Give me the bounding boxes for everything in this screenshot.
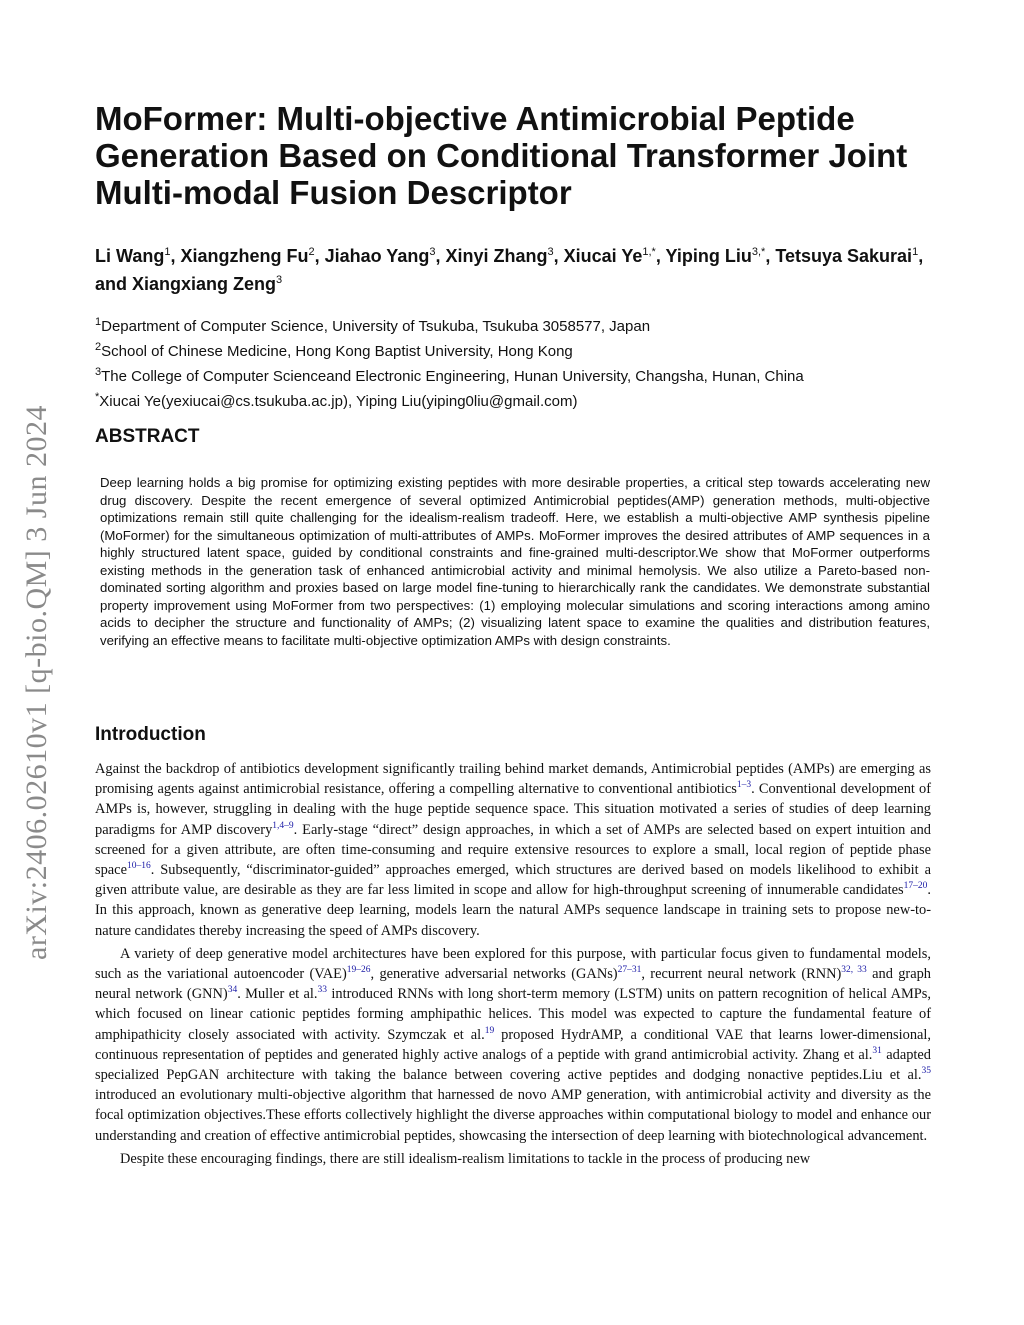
author-separator: ,	[655, 246, 666, 266]
introduction-paragraph	[95, 1149, 931, 1169]
paragraph-text: adapted specialized PepGAN architecture with taking the balance between covering active peptides and dodging nonactive peptides.Liu et al.	[95, 1046, 931, 1084]
paragraph-text: . Early-stage “direct” design approaches, in which a set of AMPs are selected based on expert intuition and screened for a given attribute, are often time-consuming and require extensive resources to explore a small, local region of peptide phase space	[95, 821, 932, 879]
author-separator: ,	[435, 246, 446, 266]
affiliation-mark: 1	[95, 316, 102, 328]
author-separator: ,	[314, 246, 325, 266]
author-name: Jiahao Yang	[324, 246, 430, 266]
paragraph-text: Despite these encouraging findings, there are still idealism-realism limitations to tackle in the process of producing new	[120, 1150, 811, 1167]
citation-link[interactable]: 27–31	[617, 965, 642, 976]
author-affiliation-mark: 3,*	[751, 246, 766, 258]
author-name: Xinyi Zhang	[445, 246, 548, 266]
citation-link[interactable]: 10–16	[126, 861, 151, 872]
author-name: Li Wang	[95, 246, 165, 266]
paragraph-text: proposed HydrAMP, a conditional VAE that learns lower-dimensional, continuous representation of peptides and generated highly active analogs of a peptide with grand antimicrobial activity. Zhang et al.	[95, 1026, 931, 1063]
author-separator: ,	[553, 246, 564, 266]
abstract-text: Deep learning holds a big promise for optimizing existing peptides with more desirable properties, a critical step towards accelerating new drug discovery. Despite the recent emergence of several optimized Antimicrobial peptides(AMP) generation methods, multi-objective optimizations remain still quite challenging for the idealism-realism tradeoff. Here, we establish a multi-objective AMP synthesis pipeline (MoFormer) for the simultaneous optimization of multi-attributes of AMPs. MoFormer improves the desired attributes of AMP sequences in a highly structured latent space, guided by conditional constraints and fine-grained multi-descriptor.We show that MoFormer outperforms existing methods in the generation task of enhanced antimicrobial activity and minimal hemolysis. We also utilize a Pareto-based non-dominated sorting algorithm and proxies based on large model fine-tuning to hierarchically rank the candidates. We demonstrate substantial property improvement using MoFormer from two perspectives: (1) employing molecular simulations and scoring interactions among amino acids to decipher the structure and functionality of AMPs; (2) visualizing latent space to examine the qualities and distribution features, verifying an effective means to facilitate multi-objective optimization AMPs with design constraints.	[100, 475, 930, 648]
author-affiliation-mark: 2	[308, 246, 315, 258]
citation-link[interactable]: 35	[921, 1066, 931, 1077]
citation-link[interactable]: 33	[317, 985, 328, 996]
affiliation-mark: 2	[95, 341, 102, 353]
introduction-heading: Introduction	[95, 724, 206, 745]
paragraph-text: and graph neural network (GNN)	[95, 966, 931, 1003]
citation-link[interactable]: 17–20	[903, 881, 928, 892]
author-name: Yiping Liu	[665, 246, 752, 266]
citation-link[interactable]: 32, 33	[841, 965, 867, 976]
author-name: Xiucai Ye	[563, 246, 643, 266]
citation-link[interactable]: 19–26	[346, 965, 371, 976]
author-separator: ,	[765, 246, 776, 266]
paragraph-text: Against the backdrop of antibiotics development significantly trailing behind market demands, Antimicrobial peptides (AMPs) are emerging as promising agents against antimicrobial resistance, offering a compelling alternative to conventional antibiotics	[95, 761, 931, 798]
affiliation-line	[95, 387, 945, 412]
affiliation-text: School of Chinese Medicine, Hong Kong Baptist University, Hong Kong	[101, 343, 573, 360]
affiliation-line	[95, 312, 945, 337]
author-name: Xiangxiang Zeng	[132, 274, 277, 294]
paragraph-text: introduced RNNs with long short-term memory (LSTM) units on pattern recognition of helical AMPs, which focused on linear cationic peptides forming amphipathic helices. This model was expected to capture the fundamental feature of amphipathicity closely associated with activity. Szymczak et al.	[95, 986, 931, 1043]
author-separator: , and	[95, 246, 924, 294]
affiliation-line	[95, 337, 945, 362]
citation-link[interactable]: 34	[227, 985, 238, 996]
author-separator: ,	[170, 246, 181, 266]
affiliation-mark: 3	[95, 366, 102, 378]
author-name: Xiangzheng Fu	[180, 246, 309, 266]
affiliation-list	[95, 312, 945, 412]
abstract-heading: ABSTRACT	[95, 426, 200, 447]
affiliation-text: Xiucai Ye(yexiucai@cs.tsukuba.ac.jp), Yiping Liu(yiping0liu@gmail.com)	[99, 393, 578, 410]
author-affiliation-mark: 1	[164, 246, 171, 258]
author-affiliation-mark: 1,*	[642, 246, 656, 258]
affiliation-text: Department of Computer Science, University of Tsukuba, Tsukuba 3058577, Japan	[101, 318, 651, 335]
paragraph-text: . Muller et al.	[237, 986, 318, 1003]
paragraph-text: . Subsequently, “discriminator-guided” approaches emerged, which structures are derived based on models likelihood to exhibit a given attribute value, are desirable as they are far less limited in scope and allow for high-throughput screening of innumerable candidates	[95, 862, 931, 899]
citation-link[interactable]: 31	[872, 1046, 882, 1057]
introduction-body	[95, 759, 931, 1172]
author-affiliation-mark: 3	[276, 274, 283, 286]
introduction-paragraph	[95, 944, 931, 1146]
author-list	[95, 240, 945, 296]
affiliation-text: The College of Computer Scienceand Electronic Engineering, Hunan University, Changsha, Hunan, China	[101, 368, 804, 385]
arxiv-identifier: arXiv:2406.02610v1 [q-bio.QM] 3 Jun 2024	[20, 405, 53, 960]
paragraph-text: . Conventional development of AMPs is, however, struggling in dealing with the huge peptide sequence space. This situation motivated a series of studies of deep learning paradigms for AMP discovery	[95, 781, 932, 838]
author-affiliation-mark: 3	[429, 246, 436, 258]
paragraph-text: . In this approach, known as generative deep learning, models learn the natural AMPs sequence landscape in training sets to propose new-to-nature candidates thereby increasing the speed of AMPs discovery.	[95, 882, 931, 939]
author-name: Tetsuya Sakurai	[775, 246, 913, 266]
author-affiliation-mark: 3	[547, 246, 554, 258]
citation-link[interactable]: 1–3	[736, 780, 752, 791]
affiliation-mark: *	[95, 391, 100, 403]
citation-link[interactable]: 19	[484, 1025, 495, 1036]
paragraph-text: , recurrent neural network (RNN)	[641, 966, 842, 983]
paragraph-text: A variety of deep generative model architectures have been explored for this purpose, with particular focus given to fundamental models, such as the variational autoencoder (VAE)	[95, 945, 931, 983]
author-affiliation-mark: 1	[912, 246, 919, 258]
introduction-paragraph	[95, 759, 931, 941]
paragraph-text: , generative adversarial networks (GANs)	[370, 966, 618, 983]
paragraph-text: introduced an evolutionary multi-objective algorithm that harnessed de novo AMP generation, with antimicrobial activity and diversity as the focal optimization objectives.These efforts collectively highlight the diverse approaches within computational biology to model and enhance our understanding and creation of effective antimicrobial peptides, showcasing the intersection of deep learning with biotechnological advancement.	[95, 1087, 931, 1144]
paper-title: MoFormer: Multi-objective Antimicrobial Peptide Generation Based on Conditional Transformer Joint Multi-modal Fusion Descriptor	[95, 100, 908, 211]
affiliation-line	[95, 362, 945, 387]
citation-link[interactable]: 1,4–9	[272, 820, 294, 831]
